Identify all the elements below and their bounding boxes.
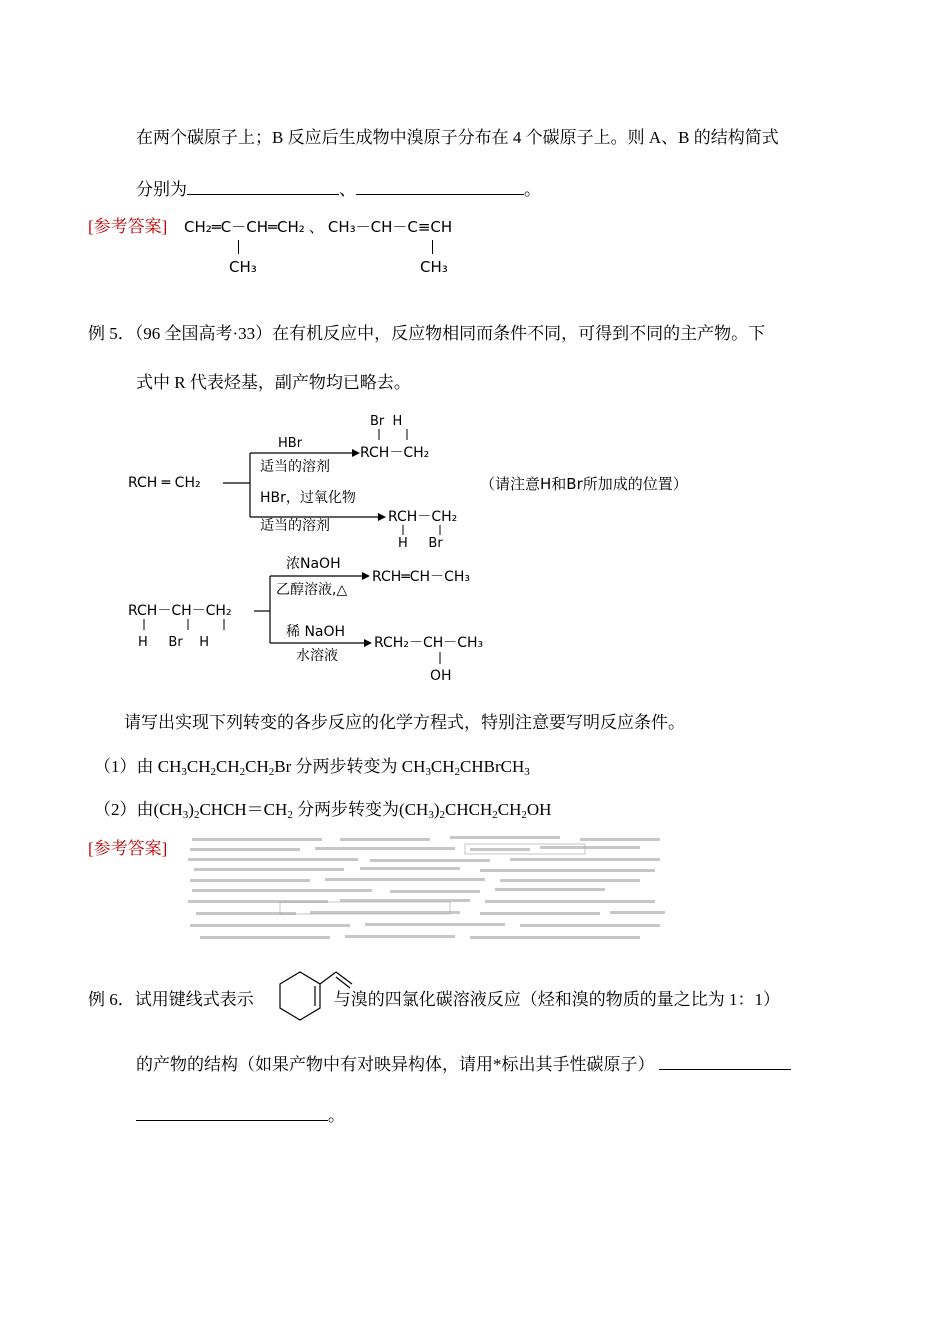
- reaction-scheme-2: [120, 552, 520, 687]
- q1-sub: 2: [239, 766, 246, 778]
- q2-text: CHCH＝CH: [199, 800, 288, 819]
- answer-blank-b[interactable]: [356, 178, 524, 195]
- example6-end: 。: [328, 1106, 345, 1125]
- q1-text: CH: [430, 757, 455, 776]
- example5-q2: [94, 799, 551, 821]
- scheme2-cond-bot-1: 稀 NaOH: [286, 624, 346, 640]
- answer-blank-a[interactable]: [187, 178, 339, 195]
- q2-text: ): [188, 800, 194, 819]
- q4-line1: 在两个碳原子上；B 反应后生成物中溴原子分布在 4 个碳原子上。则 A、B 的结构简式: [136, 128, 779, 147]
- example6-suffix: 与溴的四氯化碳溶液反应（烃和溴的物质的量之比为 1：1）: [333, 990, 780, 1009]
- scheme1-note: （请注意H和Br所加成的位置）: [480, 475, 688, 493]
- answer4-a-bond: [238, 240, 239, 254]
- q1-sub: 3: [524, 766, 530, 778]
- scheme1-cond-bot-1: HBr，过氧化物: [260, 490, 356, 506]
- q4-prefix: 分别为: [136, 180, 187, 199]
- example5-line1: 例 5．（96 全国高考·33）在有机反应中，反应物相同而条件不同，可得到不同的主产物。下: [88, 324, 766, 343]
- q2-sub: 2: [521, 809, 527, 821]
- scheme1-cond-bot-2: 适当的溶剂: [260, 518, 330, 534]
- q1-sub: 3: [425, 766, 431, 778]
- scheme1-prod2: RCH－CH₂: [388, 509, 458, 525]
- scheme2-cond-top-2: 乙醇溶液,△: [276, 582, 348, 598]
- answer-blank-6a[interactable]: [659, 1053, 791, 1070]
- example6-line2: [136, 1053, 791, 1076]
- scheme1-prod1-top: Br H: [370, 414, 403, 429]
- q1-sub: 2: [268, 766, 275, 778]
- q1-text: CH: [186, 757, 211, 776]
- answer4-b-branch: CH₃: [420, 258, 448, 276]
- q4-end: 。: [524, 180, 541, 199]
- q1-sub: 2: [210, 766, 216, 778]
- answer4-a: CH₂═C－CH═CH₂: [184, 218, 305, 236]
- scheme2-reactant: RCH－CH－CH₂: [128, 603, 232, 619]
- q1-text: Br: [274, 757, 292, 776]
- answer-label-4: [参考答案]: [88, 217, 168, 236]
- reaction-scheme-1: [120, 405, 730, 550]
- example5-line2: 式中 R 代表烃基，副产物均已略去。: [136, 373, 411, 392]
- q4-line2: [136, 178, 541, 201]
- q2-text: （2）由(CH: [94, 800, 183, 819]
- scheme1-cond-top-2: 适当的溶剂: [260, 459, 330, 475]
- example5-q1: [94, 756, 530, 778]
- scheme2-prod2-sub: OH: [430, 668, 452, 684]
- q2-text: 分两步转变为(CH: [292, 800, 429, 819]
- answer4-b: CH₃－CH－C≡CH: [327, 218, 453, 236]
- example5-instruction: 请写出实现下列转变的各步反应的化学方程式，特别注意要写明反应条件。: [124, 713, 685, 732]
- answer4-structures: [184, 216, 452, 238]
- answer4-sep: 、: [308, 218, 324, 236]
- q2-sub: 2: [492, 809, 498, 821]
- q1-text: CHBrCH: [460, 757, 525, 776]
- q1-sub: 3: [181, 766, 187, 778]
- answer4-b-bond: [432, 240, 433, 254]
- scheme2-prod2: RCH₂－CH－CH₃: [374, 635, 484, 651]
- q2-sub: 3: [428, 809, 434, 821]
- q1-mid: 分两步转变为 CH: [291, 757, 426, 776]
- answer5-blurred-image: [180, 832, 675, 947]
- scheme1-cond-top-1: HBr: [278, 436, 303, 451]
- q2-sub: 2: [439, 809, 446, 821]
- q1-sub: 2: [454, 766, 460, 778]
- example6-line3: [136, 1104, 345, 1127]
- q2-text: CHCH: [445, 800, 493, 819]
- q2-sub: 2: [287, 809, 293, 821]
- answer-label-5: [参考答案]: [88, 839, 168, 858]
- scheme1-prod1: RCH－CH₂: [360, 445, 430, 461]
- scheme1-prod2-bot: H Br: [398, 536, 443, 550]
- q2-sub: 3: [182, 809, 189, 821]
- q1-text: CH: [245, 757, 269, 776]
- example6-line1: [88, 989, 780, 1011]
- example6-prefix: 例 6．试用键线式表示: [88, 990, 254, 1009]
- q2-text: OH: [526, 800, 552, 819]
- scheme1-reactant: RCH ═ CH₂: [128, 475, 201, 491]
- scheme2-reactant-subs: H Br H: [138, 635, 210, 650]
- scheme2-cond-top-1: 浓NaOH: [286, 556, 341, 572]
- q1-pre: （1）由 CH: [94, 757, 182, 776]
- scheme2-cond-bot-2: 水溶液: [296, 648, 338, 664]
- answer4-a-branch: CH₃: [229, 258, 257, 276]
- example6-text: 的产物的结构（如果产物中有对映异构体，请用*标出其手性碳原子）: [136, 1055, 655, 1074]
- q2-sub: 2: [193, 809, 200, 821]
- cyclohexene-vinyl-structure: [270, 966, 354, 1026]
- scheme2-prod1: RCH═CH－CH₃: [372, 569, 470, 585]
- answer-blank-6b[interactable]: [136, 1104, 328, 1121]
- q4-separator: 、: [339, 180, 356, 199]
- q2-text: CH: [497, 800, 522, 819]
- q1-text: CH: [216, 757, 240, 776]
- q2-text: ): [433, 800, 440, 819]
